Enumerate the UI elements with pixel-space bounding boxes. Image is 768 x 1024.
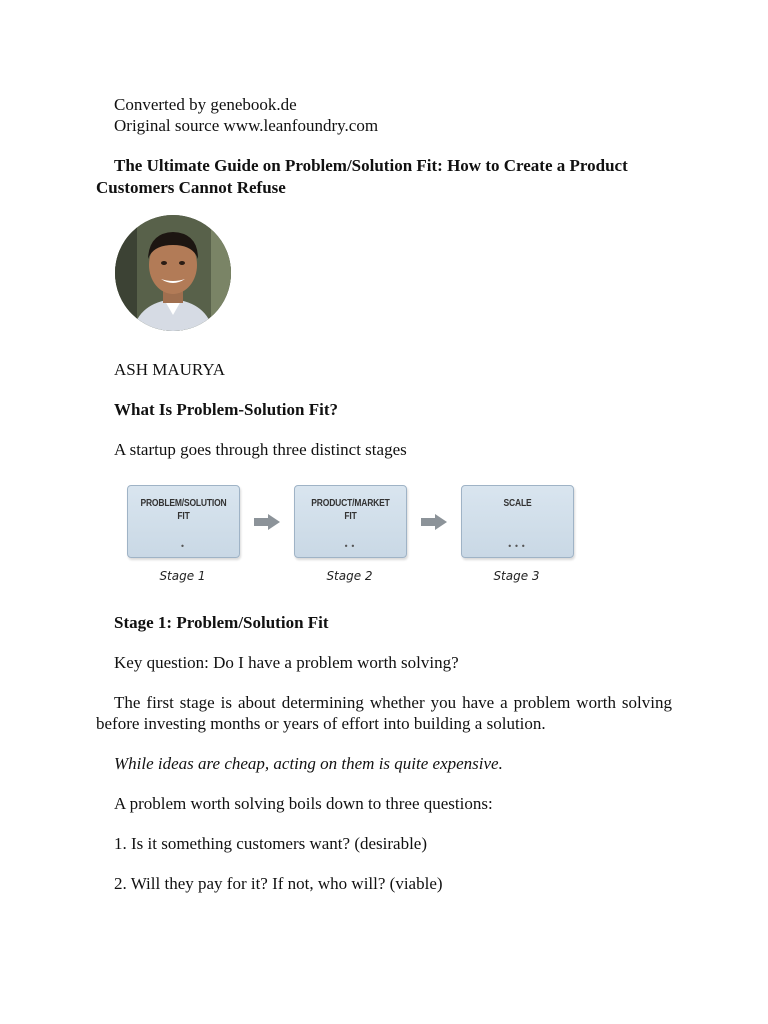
stage-1-title-line-1: PROBLEM/SOLUTION — [140, 498, 227, 509]
stage-2-dots: •• — [343, 542, 358, 551]
arrow-right-icon — [421, 514, 447, 530]
author-photo — [115, 215, 231, 331]
stage-3-label: Stage 3 — [493, 569, 540, 583]
stage-2-title-line-1: PRODUCT/MARKET — [311, 498, 390, 509]
stage-1-paragraph: The first stage is about determining whether you have a problem worth solving before investing months or years of effort into building a solution. — [96, 693, 672, 733]
arrow-right-icon — [254, 514, 280, 530]
stage-1-dots: • — [180, 542, 187, 551]
document-title-line-1: The Ultimate Guide on Problem/Solution Fit: How to Create a Product — [114, 156, 628, 175]
stages-intro-text: A startup goes through three distinct stages — [114, 440, 407, 459]
author-portrait-image — [115, 215, 231, 331]
stage-2-title-line-2: FIT — [344, 511, 357, 522]
document-title-line-2: Customers Cannot Refuse — [96, 178, 286, 197]
stage-1-box — [127, 485, 240, 558]
stage-1-label: Stage 1 — [159, 569, 206, 583]
stage-1-title — [136, 497, 230, 523]
stage-1-title-line-2: FIT — [177, 511, 190, 522]
stage-2-box — [294, 485, 407, 558]
original-source-text: Original source www.leanfoundry.com — [114, 116, 379, 135]
key-question-text: Key question: Do I have a problem worth solving? — [114, 653, 459, 672]
question-1-text: 1. Is it something customers want? (desirable) — [114, 834, 428, 853]
question-2-text: 2. Will they pay for it? If not, who will? (viable) — [114, 874, 443, 893]
stage-1-heading: Stage 1: Problem/Solution Fit — [114, 613, 329, 632]
stage-2-label: Stage 2 — [326, 569, 373, 583]
quote-text: While ideas are cheap, acting on them is quite expensive. — [114, 754, 503, 773]
stage-3-title — [470, 497, 564, 510]
stage-3-box — [461, 485, 574, 558]
author-name: ASH MAURYA — [114, 360, 225, 379]
converted-by-text: Converted by genebook.de — [114, 95, 297, 114]
section-heading-problem-solution-fit: What Is Problem-Solution Fit? — [114, 400, 339, 419]
stage-3-dots: ••• — [507, 542, 528, 551]
stage-3-title-line-1: SCALE — [503, 498, 532, 509]
questions-intro-text: A problem worth solving boils down to three questions: — [114, 794, 493, 813]
stage-2-title — [303, 497, 397, 523]
